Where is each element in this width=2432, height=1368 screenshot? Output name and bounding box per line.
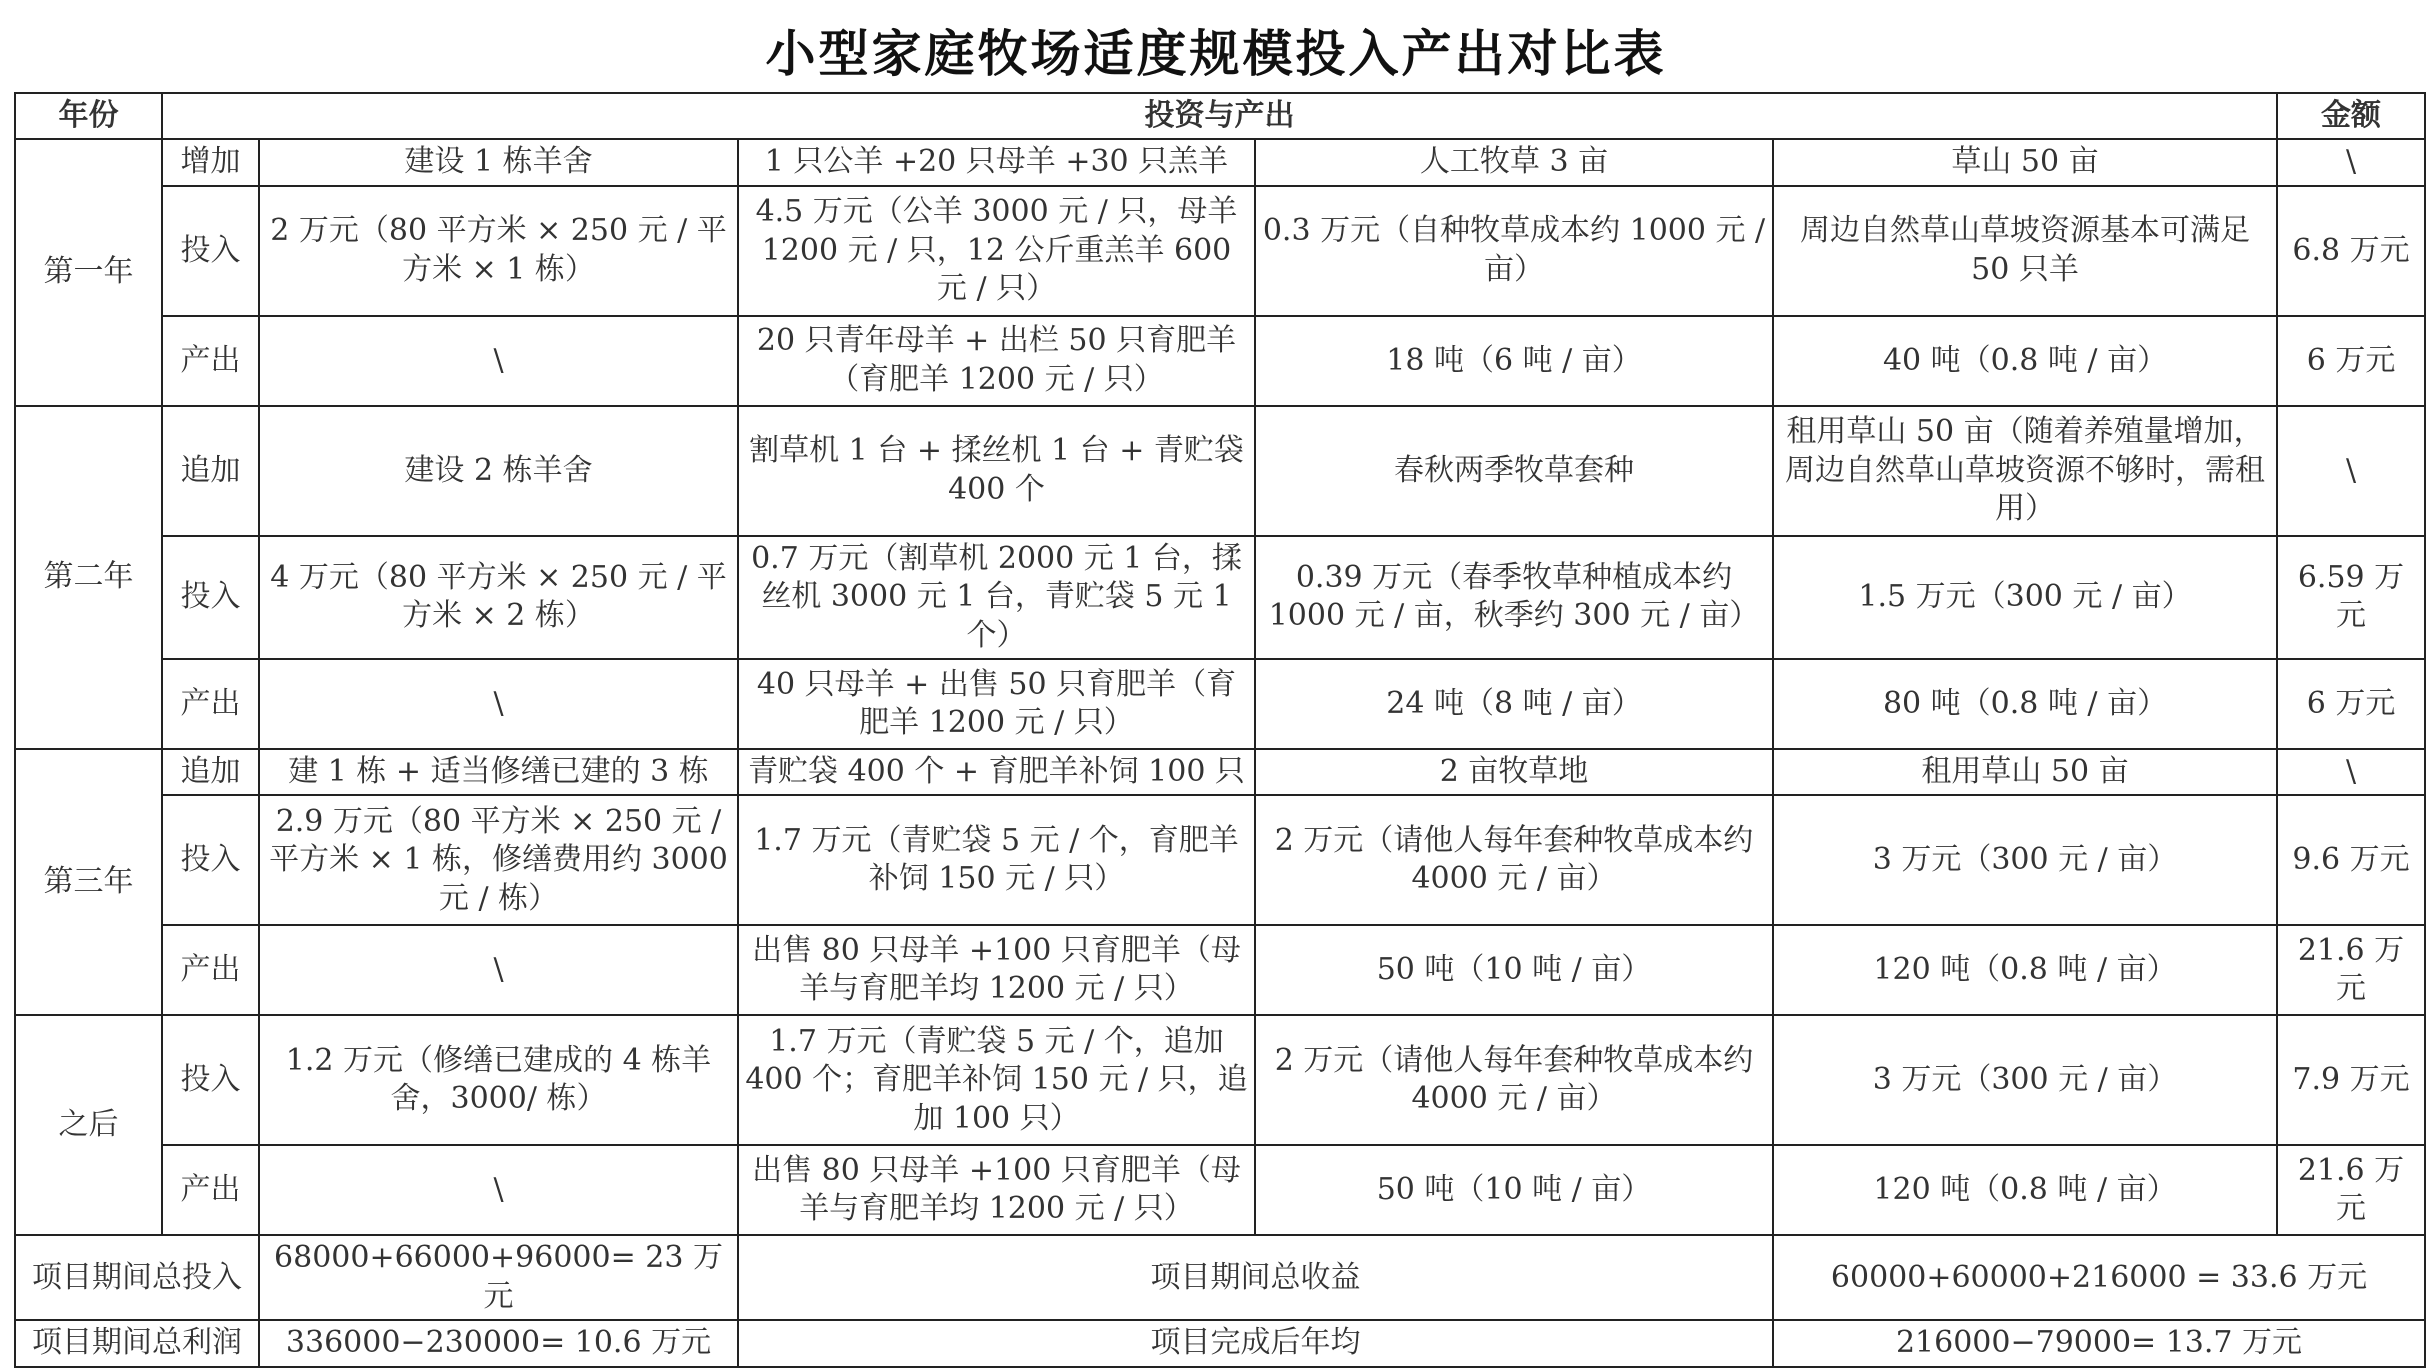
table-cell: 草山 50 亩 <box>1773 139 2277 185</box>
table-cell: 周边自然草山草坡资源基本可满足 50 只羊 <box>1773 186 2277 316</box>
table-row <box>15 1145 2425 1235</box>
table-cell: 0.7 万元（割草机 2000 元 1 台，揉丝机 3000 元 1 台，青贮袋 5 元 1 个） <box>738 536 1255 659</box>
table-cell: 出售 80 只母羊 +100 只育肥羊（母羊与育肥羊均 1200 元 / 只） <box>738 925 1255 1015</box>
header-row <box>15 93 2425 139</box>
table-cell: 1.5 万元（300 元 / 亩） <box>1773 536 2277 659</box>
row-type: 产出 <box>162 316 259 406</box>
amount-cell: \ <box>2277 749 2425 795</box>
table-row <box>15 659 2425 749</box>
row-type: 追加 <box>162 406 259 536</box>
table-cell: 40 只母羊 + 出售 50 只育肥羊（育肥羊 1200 元 / 只） <box>738 659 1255 749</box>
table-cell: 春秋两季牧草套种 <box>1255 406 1773 536</box>
row-type: 投入 <box>162 795 259 925</box>
year-label: 第三年 <box>15 749 162 1015</box>
table-cell: 120 吨（0.8 吨 / 亩） <box>1773 1145 2277 1235</box>
table-cell: \ <box>259 659 738 749</box>
amount-cell: 21.6 万元 <box>2277 925 2425 1015</box>
header-year: 年份 <box>15 93 162 139</box>
table-cell: 2 万元（请他人每年套种牧草成本约 4000 元 / 亩） <box>1255 1015 1773 1145</box>
table-cell: 出售 80 只母羊 +100 只育肥羊（母羊与育肥羊均 1200 元 / 只） <box>738 1145 1255 1235</box>
table-cell: 建设 2 栋羊舍 <box>259 406 738 536</box>
amount-cell: 6 万元 <box>2277 316 2425 406</box>
header-amount: 金额 <box>2277 93 2425 139</box>
table-cell: 0.39 万元（春季牧草种植成本约 1000 元 / 亩，秋季约 300 元 / 亩） <box>1255 536 1773 659</box>
table-row <box>15 749 2425 795</box>
amount-cell: 7.9 万元 <box>2277 1015 2425 1145</box>
table-cell: 2 万元（80 平方米 × 250 元 / 平方米 × 1 栋） <box>259 186 738 316</box>
summary-label: 项目期间总投入 <box>15 1235 259 1320</box>
amount-cell: \ <box>2277 139 2425 185</box>
summary-label: 项目期间总收益 <box>738 1235 1773 1320</box>
row-type: 投入 <box>162 186 259 316</box>
table-row <box>15 925 2425 1015</box>
table-cell: 0.3 万元（自种牧草成本约 1000 元 / 亩） <box>1255 186 1773 316</box>
summary-label: 项目完成后年均 <box>738 1320 1773 1366</box>
table-cell: 人工牧草 3 亩 <box>1255 139 1773 185</box>
table-cell: 2 亩牧草地 <box>1255 749 1773 795</box>
table-cell: 4 万元（80 平方米 × 250 元 / 平方米 × 2 栋） <box>259 536 738 659</box>
summary-row <box>15 1320 2425 1366</box>
investment-table <box>14 92 2426 1368</box>
table-cell: 80 吨（0.8 吨 / 亩） <box>1773 659 2277 749</box>
table-cell: 租用草山 50 亩（随着养殖量增加，周边自然草山草坡资源不够时，需租用） <box>1773 406 2277 536</box>
table-cell: 24 吨（8 吨 / 亩） <box>1255 659 1773 749</box>
table-cell: 18 吨（6 吨 / 亩） <box>1255 316 1773 406</box>
summary-value: 336000−230000= 10.6 万元 <box>259 1320 738 1366</box>
table-cell: \ <box>259 925 738 1015</box>
table-row <box>15 536 2425 659</box>
row-type: 投入 <box>162 536 259 659</box>
table-cell: 建设 1 栋羊舍 <box>259 139 738 185</box>
table-cell: 建 1 栋 + 适当修缮已建的 3 栋 <box>259 749 738 795</box>
summary-value: 60000+60000+216000 = 33.6 万元 <box>1773 1235 2425 1320</box>
row-type: 增加 <box>162 139 259 185</box>
year-label: 第一年 <box>15 139 162 405</box>
table-cell: \ <box>259 316 738 406</box>
table-row <box>15 795 2425 925</box>
year-label: 第二年 <box>15 406 162 749</box>
table-cell: 1 只公羊 +20 只母羊 +30 只羔羊 <box>738 139 1255 185</box>
row-type: 投入 <box>162 1015 259 1145</box>
table-cell: 青贮袋 400 个 + 育肥羊补饲 100 只 <box>738 749 1255 795</box>
table-cell: 50 吨（10 吨 / 亩） <box>1255 925 1773 1015</box>
table-cell: 租用草山 50 亩 <box>1773 749 2277 795</box>
year-label: 之后 <box>15 1015 162 1235</box>
table-cell: 1.2 万元（修缮已建成的 4 栋羊舍，3000/ 栋） <box>259 1015 738 1145</box>
summary-row <box>15 1235 2425 1320</box>
table-cell: 120 吨（0.8 吨 / 亩） <box>1773 925 2277 1015</box>
amount-cell: 6 万元 <box>2277 659 2425 749</box>
table-cell: 割草机 1 台 + 揉丝机 1 台 + 青贮袋 400 个 <box>738 406 1255 536</box>
table-cell: 3 万元（300 元 / 亩） <box>1773 1015 2277 1145</box>
row-type: 产出 <box>162 925 259 1015</box>
summary-value: 68000+66000+96000= 23 万元 <box>259 1235 738 1320</box>
table-row <box>15 406 2425 536</box>
table-cell: 40 吨（0.8 吨 / 亩） <box>1773 316 2277 406</box>
table-cell: 1.7 万元（青贮袋 5 元 / 个，追加 400 个；育肥羊补饲 150 元 / 只，追加 100 只） <box>738 1015 1255 1145</box>
amount-cell: 6.59 万元 <box>2277 536 2425 659</box>
table-cell: 3 万元（300 元 / 亩） <box>1773 795 2277 925</box>
summary-value: 216000−79000= 13.7 万元 <box>1773 1320 2425 1366</box>
amount-cell: 6.8 万元 <box>2277 186 2425 316</box>
row-type: 追加 <box>162 749 259 795</box>
table-row <box>15 1015 2425 1145</box>
amount-cell: 9.6 万元 <box>2277 795 2425 925</box>
table-row <box>15 186 2425 316</box>
amount-cell: 21.6 万元 <box>2277 1145 2425 1235</box>
table-cell: 2 万元（请他人每年套种牧草成本约 4000 元 / 亩） <box>1255 795 1773 925</box>
table-cell: 50 吨（10 吨 / 亩） <box>1255 1145 1773 1235</box>
table-cell: 2.9 万元（80 平方米 × 250 元 / 平方米 × 1 栋，修缮费用约 3000 元 / 栋） <box>259 795 738 925</box>
amount-cell: \ <box>2277 406 2425 536</box>
table-cell: 4.5 万元（公羊 3000 元 / 只，母羊 1200 元 / 只，12 公斤重羔羊 600 元 / 只） <box>738 186 1255 316</box>
table-row <box>15 316 2425 406</box>
header-invest-output: 投资与产出 <box>162 93 2277 139</box>
page-title: 小型家庭牧场适度规模投入产出对比表 <box>765 25 1667 83</box>
table-cell: 1.7 万元（青贮袋 5 元 / 个，育肥羊补饲 150 元 / 只） <box>738 795 1255 925</box>
table-cell: 20 只青年母羊 + 出栏 50 只育肥羊（育肥羊 1200 元 / 只） <box>738 316 1255 406</box>
summary-label: 项目期间总利润 <box>15 1320 259 1366</box>
row-type: 产出 <box>162 659 259 749</box>
row-type: 产出 <box>162 1145 259 1235</box>
table-row <box>15 139 2425 185</box>
table-cell: \ <box>259 1145 738 1235</box>
